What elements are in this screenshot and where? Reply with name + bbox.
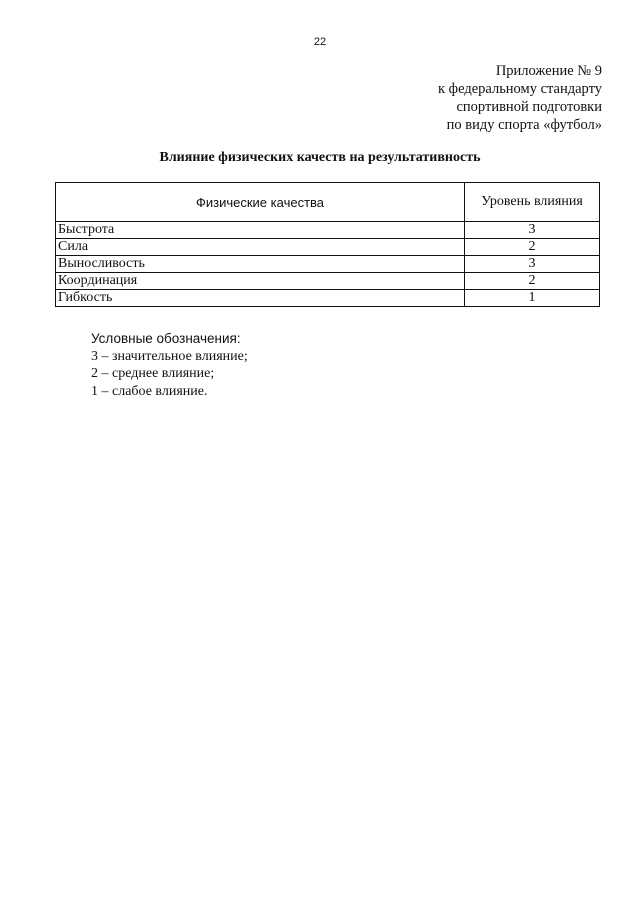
table-row: [56, 256, 600, 273]
table-header-row: [56, 183, 600, 222]
table-row: [56, 222, 600, 239]
level-cell: 2: [465, 239, 600, 256]
appendix-header: [438, 62, 602, 134]
column-header-level: Уровень влияния: [465, 183, 600, 222]
appendix-line: к федеральному стандарту: [438, 81, 602, 97]
table-row: [56, 239, 600, 256]
legend-item: 3 – значительное влияние;: [91, 348, 248, 364]
table-row: [56, 273, 600, 290]
quality-cell: Координация: [56, 273, 465, 290]
appendix-line: спортивной подготовки: [456, 99, 602, 115]
legend: [91, 330, 248, 400]
page-number: 22: [313, 36, 327, 48]
appendix-line: Приложение № 9: [495, 63, 602, 79]
level-cell: 3: [465, 256, 600, 273]
level-cell: 2: [465, 273, 600, 290]
quality-cell: Выносливость: [56, 256, 465, 273]
qualities-table: [55, 182, 600, 307]
level-cell: 3: [465, 222, 600, 239]
appendix-line: по виду спорта «футбол»: [446, 117, 602, 133]
level-cell: 1: [465, 290, 600, 307]
legend-item: 1 – слабое влияние.: [91, 383, 208, 399]
legend-item: 2 – среднее влияние;: [91, 366, 215, 381]
column-header-quality: Физические качества: [56, 183, 465, 222]
quality-cell: Сила: [56, 239, 465, 256]
quality-cell: Быстрота: [56, 222, 465, 239]
document-title: Влияние физических качеств на результативность: [159, 150, 481, 165]
legend-title: Условные обозначения:: [91, 331, 241, 346]
table-row: [56, 290, 600, 307]
quality-cell: Гибкость: [56, 290, 465, 307]
